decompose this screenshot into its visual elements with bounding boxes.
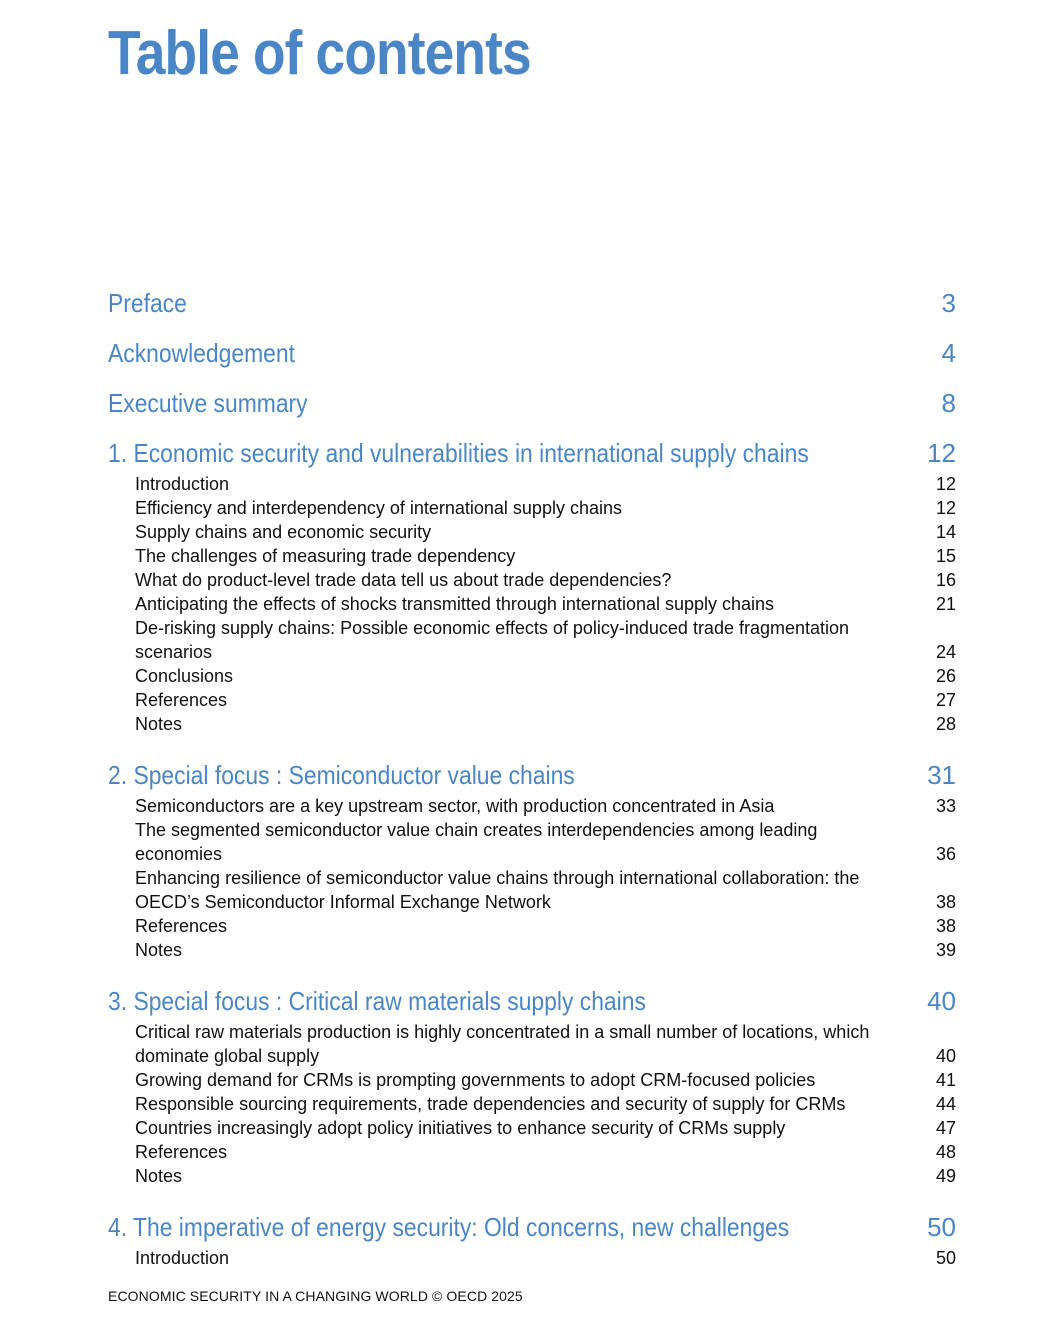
section-label: What do product-level trade data tell us about trade dependencies? xyxy=(135,570,672,590)
toc-section[interactable] xyxy=(108,818,956,866)
toc-section[interactable] xyxy=(108,1116,956,1140)
page-footer: ECONOMIC SECURITY IN A CHANGING WORLD © OECD 2025 xyxy=(108,1288,523,1304)
section-label: The segmented semiconductor value chain creates interdependencies among leading economies xyxy=(135,820,818,864)
toc-entry-page: 8 xyxy=(941,388,956,418)
toc-chapter-4[interactable] xyxy=(108,1208,956,1246)
section-label: Introduction xyxy=(135,474,230,494)
toc-section[interactable] xyxy=(108,1164,956,1188)
chapter-page: 12 xyxy=(927,438,956,468)
section-label: Enhancing resilience of semiconductor value chains through international collaboration: the OECD’s Semiconductor Informal Exchange Network xyxy=(135,868,860,912)
chapter-label: 4. The imperative of energy security: Old concerns, new challenges xyxy=(108,1212,790,1242)
section-page: 41 xyxy=(935,1070,956,1090)
section-page: 26 xyxy=(935,666,956,686)
section-page: 44 xyxy=(935,1094,956,1114)
toc-entry-page: 3 xyxy=(941,288,956,318)
section-label: Anticipating the effects of shocks transmitted through international supply chains xyxy=(135,594,775,614)
toc-section[interactable] xyxy=(108,712,956,736)
section-label: Notes xyxy=(135,940,183,960)
section-label: De-risking supply chains: Possible economic effects of policy-induced trade fragmentation scenarios xyxy=(135,618,850,662)
toc-chapter-2[interactable] xyxy=(108,756,956,794)
toc-entry-label: Preface xyxy=(108,288,187,318)
toc-section[interactable] xyxy=(108,914,956,938)
section-page: 21 xyxy=(935,594,956,614)
section-page: 38 xyxy=(935,916,956,936)
toc-section[interactable] xyxy=(108,544,956,568)
section-page: 40 xyxy=(935,1046,956,1066)
section-page: 50 xyxy=(935,1248,956,1268)
section-page: 38 xyxy=(935,892,956,912)
toc-section[interactable] xyxy=(108,794,956,818)
section-label: Responsible sourcing requirements, trade dependencies and security of supply for CRMs xyxy=(135,1094,846,1114)
section-page: 39 xyxy=(935,940,956,960)
toc-section[interactable] xyxy=(108,1068,956,1092)
toc-section[interactable] xyxy=(108,1020,956,1068)
toc-entry-executive-summary[interactable] xyxy=(108,384,956,422)
toc-section[interactable] xyxy=(108,1246,956,1270)
toc-section[interactable] xyxy=(108,496,956,520)
chapter-page: 40 xyxy=(927,986,956,1016)
toc-section[interactable] xyxy=(108,664,956,688)
toc-entry-page: 4 xyxy=(941,338,956,368)
section-page: 36 xyxy=(935,844,956,864)
section-page: 14 xyxy=(935,522,956,542)
section-page: 12 xyxy=(935,498,956,518)
toc-entry-label: Executive summary xyxy=(108,388,308,418)
toc-section[interactable] xyxy=(108,520,956,544)
toc-chapter-1[interactable] xyxy=(108,434,956,472)
toc-section[interactable] xyxy=(108,472,956,496)
toc-section[interactable] xyxy=(108,1140,956,1164)
section-label: Efficiency and interdependency of international supply chains xyxy=(135,498,622,518)
toc-section[interactable] xyxy=(108,616,956,664)
section-label: References xyxy=(135,1142,228,1162)
section-page: 47 xyxy=(935,1118,956,1138)
page-title: Table of contents xyxy=(108,19,531,88)
table-of-contents xyxy=(108,284,956,1270)
chapter-label: 2. Special focus : Semiconductor value chains xyxy=(108,760,575,790)
chapter-label: 1. Economic security and vulnerabilities in international supply chains xyxy=(108,438,809,468)
chapter-page: 31 xyxy=(927,760,956,790)
section-page: 27 xyxy=(935,690,956,710)
section-page: 28 xyxy=(935,714,956,734)
toc-entry-preface[interactable] xyxy=(108,284,956,322)
toc-section[interactable] xyxy=(108,1092,956,1116)
section-label: Countries increasingly adopt policy initiatives to enhance security of CRMs supply xyxy=(135,1118,786,1138)
section-label: Growing demand for CRMs is prompting governments to adopt CRM-focused policies xyxy=(135,1070,816,1090)
toc-section[interactable] xyxy=(108,866,956,914)
section-label: Conclusions xyxy=(135,666,234,686)
chapter-page: 50 xyxy=(927,1212,956,1242)
section-label: Supply chains and economic security xyxy=(135,522,432,542)
section-label: Introduction xyxy=(135,1248,230,1268)
toc-section[interactable] xyxy=(108,568,956,592)
section-page: 49 xyxy=(935,1166,956,1186)
toc-section[interactable] xyxy=(108,938,956,962)
section-page: 15 xyxy=(935,546,956,566)
toc-entry-acknowledgement[interactable] xyxy=(108,334,956,372)
section-page: 24 xyxy=(935,642,956,662)
section-page: 16 xyxy=(935,570,956,590)
section-label: References xyxy=(135,916,228,936)
toc-chapter-3[interactable] xyxy=(108,982,956,1020)
section-page: 33 xyxy=(935,796,956,816)
section-label: Notes xyxy=(135,1166,183,1186)
section-label: Critical raw materials production is highly concentrated in a small number of locations, which dominate global supply xyxy=(135,1022,870,1066)
section-label: Semiconductors are a key upstream sector, with production concentrated in Asia xyxy=(135,796,775,816)
toc-section[interactable] xyxy=(108,688,956,712)
section-label: The challenges of measuring trade dependency xyxy=(135,546,516,566)
section-label: References xyxy=(135,690,228,710)
section-page: 48 xyxy=(935,1142,956,1162)
section-page: 12 xyxy=(935,474,956,494)
toc-entry-label: Acknowledgement xyxy=(108,338,295,368)
section-label: Notes xyxy=(135,714,183,734)
toc-section[interactable] xyxy=(108,592,956,616)
chapter-label: 3. Special focus : Critical raw materials supply chains xyxy=(108,986,646,1016)
